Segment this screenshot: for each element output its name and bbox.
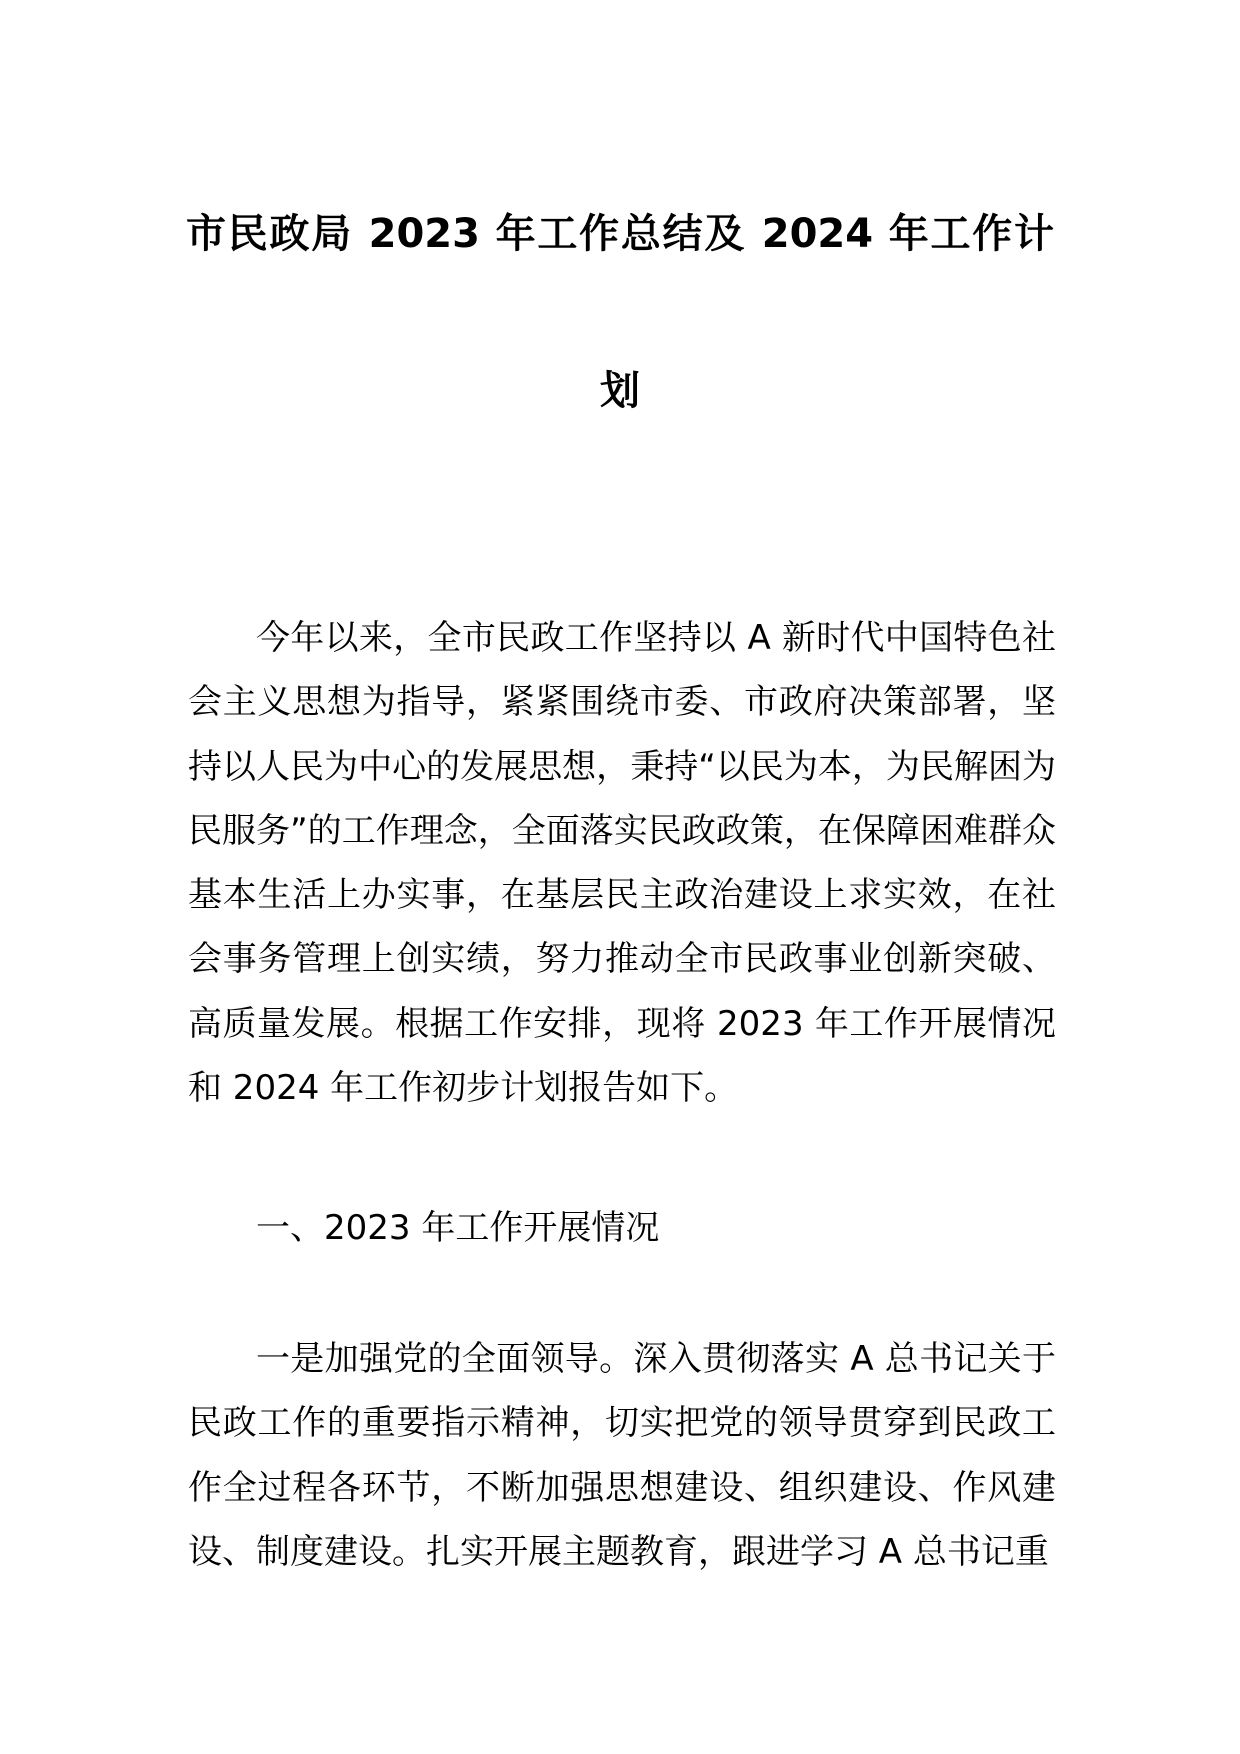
body-paragraph: 一是加强党的全面领导。深入贯彻落实 A 总书记关于民政工作的重要指示精神，切实把党的领导贯穿到民政工作全过程各环节，不断加强思想建设、组织建设、作风建设、制度建设。扎实开展主题教育，跟进学习 A 总书记重	[188, 1339, 1056, 1572]
document-title-line-1: 市民政局 2023 年工作总结及 2024 年工作计	[186, 211, 1054, 257]
document-title-line-2: 划	[600, 368, 640, 414]
section-heading: 一、2023 年工作开展情况	[256, 1208, 660, 1248]
intro-paragraph: 今年以来，全市民政工作坚持以 A 新时代中国特色社会主义思想为指导，紧紧围绕市委、市政府决策部署，坚持以人民为中心的发展思想，秉持“以民为本，为民解困为民服务”的工作理念，全面落实民政政策，在保障困难群众基本生活上办实事，在基层民主政治建设上求实效，在社会事务管理上创实绩，努力推动全市民政事业创新突破、高质量发展。根据工作安排，现将 2023 年工作开展情况和 2024 年工作初步计划报告如下。	[188, 618, 1056, 1109]
